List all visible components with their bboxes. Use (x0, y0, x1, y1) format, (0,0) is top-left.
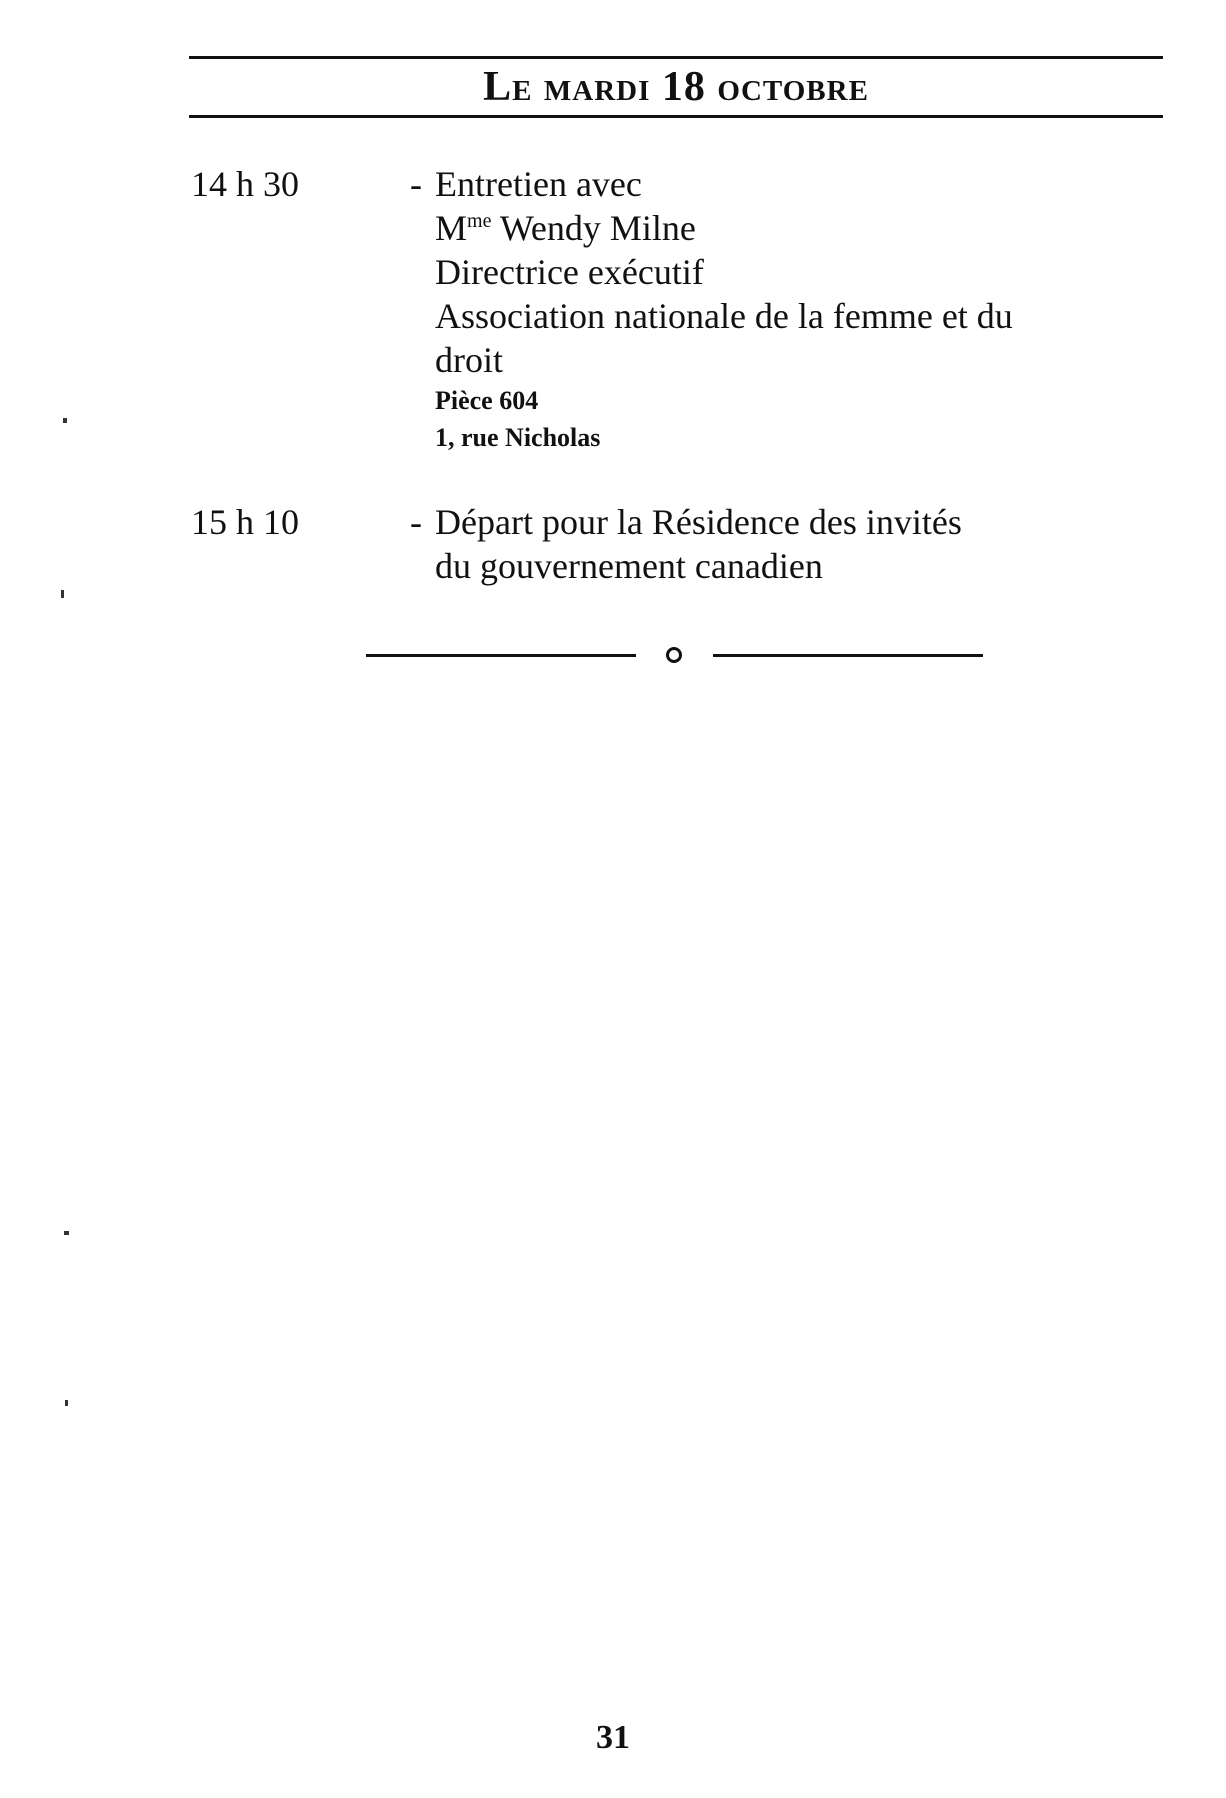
page-heading (189, 62, 1163, 112)
scan-speck (65, 1400, 68, 1406)
scan-speck (61, 590, 64, 598)
schedule-entry (410, 162, 1150, 456)
heading-month: octobre (717, 64, 869, 110)
header-bottom-rule (189, 115, 1163, 118)
heading-weekday: Le mardi (483, 64, 651, 110)
schedule-time: 15 h 10 (191, 502, 299, 542)
entry-person-name: Wendy Milne (499, 208, 696, 248)
entry-line: Directrice exécutif (435, 252, 704, 292)
schedule-entry (410, 500, 1150, 588)
entry-line: Association nationale de la femme et du (435, 296, 1013, 336)
entry-line (410, 162, 1150, 206)
header-top-rule (189, 56, 1163, 59)
scan-speck (63, 418, 67, 423)
entry-line: du gouvernement canadien (435, 546, 823, 586)
heading-day: 18 (661, 64, 706, 110)
entry-line: droit (435, 340, 503, 380)
scan-speck (64, 1231, 69, 1235)
entry-address: 1, rue Nicholas (435, 423, 601, 452)
entry-title: M (435, 208, 468, 248)
entry-activity: Entretien avec (435, 164, 642, 204)
entry-room: Pièce 604 (435, 386, 539, 415)
section-divider-ornament-icon (666, 647, 682, 663)
page-number: 31 (596, 1719, 630, 1756)
entry-title-suffix: me (467, 210, 492, 232)
entry-activity: Départ pour la Résidence des invités (435, 502, 962, 542)
entry-dash: - (410, 502, 422, 542)
schedule-time: 14 h 30 (191, 164, 299, 204)
section-divider-right (713, 654, 983, 657)
entry-line (410, 500, 1150, 544)
entry-line (410, 206, 1150, 250)
section-divider-left (366, 654, 636, 657)
entry-dash: - (410, 164, 422, 204)
